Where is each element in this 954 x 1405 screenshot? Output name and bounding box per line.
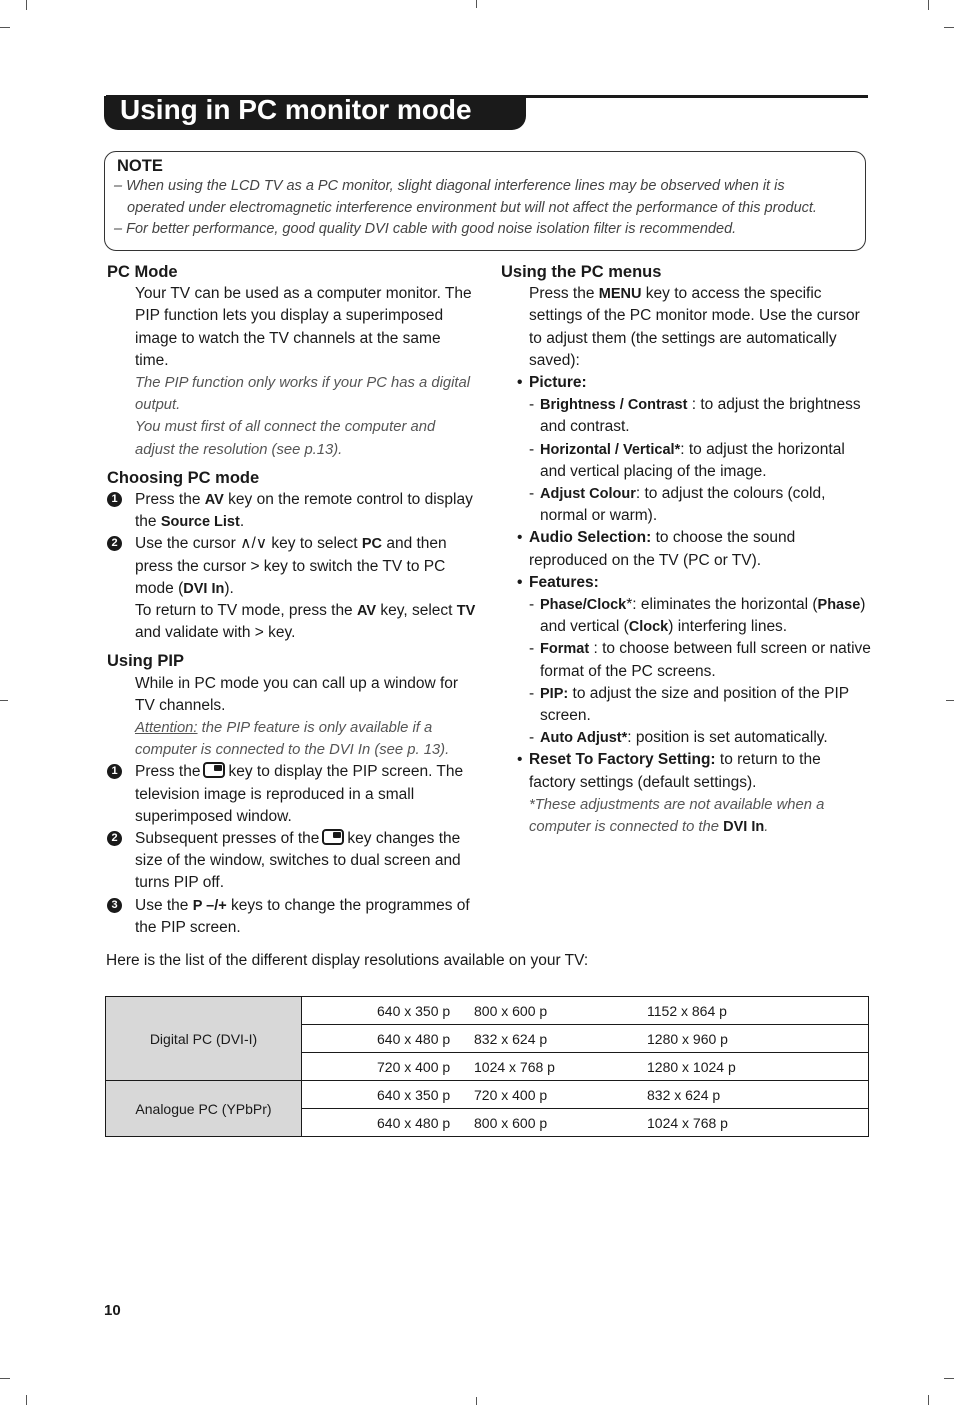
crop-mark: [476, 0, 477, 8]
colour-label: Adjust Colour: [540, 486, 636, 503]
audio-item: [501, 527, 871, 571]
crop-mark: [0, 700, 8, 701]
text: key.: [263, 624, 296, 642]
pc-label: PC: [361, 536, 383, 553]
bullet: •: [517, 751, 523, 769]
note-line-1: – When using the LCD TV as a PC monitor, slight diagonal interference lines may be observed when it is: [114, 178, 785, 194]
note-heading: NOTE: [117, 157, 163, 175]
step-number-2: 2: [107, 536, 122, 551]
table-cell: 640 x 350 p: [302, 997, 475, 1025]
cursor-up-down-icon: ∧/∨: [240, 535, 268, 553]
phase-clock-label: Phase/Clock: [540, 597, 627, 614]
table-cell: 832 x 624 p: [647, 1081, 869, 1109]
crop-mark: [26, 1395, 27, 1405]
dash: -: [529, 596, 535, 614]
attention-note: [135, 717, 477, 761]
step-number-2: 2: [107, 831, 122, 846]
page-title: Using in PC monitor mode: [120, 94, 472, 125]
return-tv-text: [135, 600, 477, 644]
table-cell: 640 x 480 p: [302, 1025, 475, 1053]
pip-key-icon: [203, 762, 225, 778]
auto-adjust-label: Auto Adjust*: [540, 730, 628, 747]
picture-item: [501, 372, 871, 394]
text: : to adjust the colours (cold, normal or warm).: [540, 485, 826, 525]
pip-step-3: [107, 895, 477, 939]
step-number-1: 1: [107, 492, 122, 507]
program-key-label: P –/+: [192, 897, 227, 914]
bullet: •: [517, 374, 523, 392]
format-label: Format: [540, 641, 590, 658]
text: : to adjust the brightness and contrast.: [540, 396, 861, 436]
text: and validate with: [135, 624, 255, 642]
text: Use the: [135, 896, 193, 914]
crop-mark: [928, 0, 929, 10]
table-cell: 640 x 480 p: [302, 1109, 475, 1137]
analogue-pc-label: Analogue PC (YPbPr): [106, 1081, 302, 1137]
menu-key-label: MENU: [598, 286, 642, 303]
text: key to switch the TV to PC mode (: [135, 557, 446, 597]
source-list-label: Source List: [160, 514, 240, 531]
choosing-step-1: [107, 489, 477, 533]
digital-pc-label: Digital PC (DVI-I): [106, 997, 302, 1081]
crop-mark: [476, 1397, 477, 1405]
text: to adjust the size and position of the PIP screen.: [540, 684, 849, 725]
colour-item: [501, 483, 871, 527]
brightness-label: Brightness / Contrast: [540, 397, 688, 414]
phase-label: Phase: [817, 597, 861, 614]
text: .: [239, 513, 245, 531]
text: To return to TV mode, press the: [135, 602, 357, 620]
pip-item: [501, 683, 871, 727]
text: : to choose between full screen or native format of the PC screens.: [540, 640, 871, 680]
brightness-item: [501, 394, 871, 438]
table-cell: 720 x 400 p: [302, 1053, 475, 1081]
pc-mode-note-2: You must first of all connect the computer and adjust the resolution (see p.13).: [135, 419, 436, 458]
note-line-3: – For better performance, good quality DVI cable with good noise isolation filter is recommended.: [114, 221, 737, 237]
reset-item: [501, 749, 871, 793]
dash: -: [529, 640, 535, 658]
text: key, select: [376, 602, 457, 620]
crop-mark: [944, 27, 954, 28]
text: key changes the size of the window, switches to dual screen and turns PIP off.: [135, 830, 461, 892]
text: keys to change the programmes of the PIP screen.: [135, 896, 470, 936]
text: to choose the sound reproduced on the TV (PC or TV).: [529, 529, 796, 569]
dvi-in-label: DVI In: [183, 580, 225, 597]
text: : position is set automatically.: [627, 729, 828, 747]
features-item: [501, 572, 871, 594]
text: Press the: [135, 763, 201, 781]
text: and then press the cursor: [135, 535, 447, 575]
pip-label: PIP:: [540, 685, 569, 702]
crop-mark: [928, 1395, 929, 1405]
left-column: [107, 261, 477, 939]
step-number-1: 1: [107, 764, 122, 779]
right-column: [501, 261, 871, 838]
text: *These adjustments are not available when a computer is connected to the: [529, 796, 825, 836]
text: ) interfering lines.: [668, 618, 788, 636]
text: Subsequent presses of the: [135, 830, 320, 848]
text: .: [764, 819, 769, 836]
table-cell: 832 x 624 p: [474, 1025, 647, 1053]
table-cell: 1024 x 768 p: [647, 1109, 869, 1137]
pip-step-2: [107, 828, 477, 895]
table-cell: 720 x 400 p: [474, 1081, 647, 1109]
bullet: •: [517, 573, 523, 591]
pc-mode-body: Your TV can be used as a computer monitor. The PIP function lets you display a superimposed image to watch the TV channels at the same time.: [135, 285, 472, 369]
cursor-right-icon: >: [250, 557, 260, 575]
using-pip-body: While in PC mode you can call up a window for TV channels.: [135, 674, 459, 714]
dvi-in-label: DVI In: [723, 819, 765, 836]
crop-mark: [0, 27, 10, 28]
pip-step-1: [107, 761, 477, 828]
pip-key-icon: [322, 829, 344, 845]
table-cell: 800 x 600 p: [474, 997, 647, 1025]
footnote: [529, 794, 871, 838]
pc-menus-heading: Using the PC menus: [501, 263, 662, 281]
table-row: [106, 997, 869, 1025]
cursor-right-icon: >: [254, 624, 264, 642]
pc-menus-intro: [529, 283, 871, 372]
hv-label: Horizontal / Vertical*: [540, 441, 681, 458]
table-cell: 1280 x 960 p: [647, 1025, 869, 1053]
attention-label: Attention:: [135, 720, 198, 737]
table-cell: 800 x 600 p: [474, 1109, 647, 1137]
dash: -: [529, 440, 535, 458]
auto-adjust-item: [501, 727, 871, 749]
crop-mark: [26, 0, 27, 10]
dash: -: [529, 396, 535, 414]
tv-label: TV: [456, 603, 476, 620]
text: ).: [224, 579, 234, 597]
phase-item: [501, 594, 871, 638]
audio-label: Audio Selection:: [529, 529, 652, 547]
text: Press the: [135, 491, 205, 509]
choosing-heading: Choosing PC mode: [107, 468, 260, 487]
text: *: [626, 596, 633, 614]
text: the PIP feature is only available if a computer is connected to the DVI In (see p. 13).: [135, 720, 450, 759]
dash: -: [529, 729, 535, 747]
av-key-label: AV: [357, 603, 377, 620]
crop-mark: [0, 1378, 10, 1379]
table-cell: 640 x 350 p: [302, 1081, 475, 1109]
bullet: •: [517, 529, 523, 547]
text: key to select: [267, 535, 362, 553]
dash: -: [529, 485, 535, 503]
hv-item: [501, 439, 871, 483]
clock-label: Clock: [628, 619, 669, 636]
text: Press the: [529, 285, 599, 303]
crop-mark: [944, 1378, 954, 1379]
page-number: 10: [104, 1302, 121, 1319]
text: : eliminates the horizontal (: [632, 596, 818, 614]
text: key to access the specific settings of the PC monitor mode. Use the cursor to adjust them (the settings are automatically saved):: [529, 285, 860, 369]
step-number-3: 3: [107, 898, 122, 913]
pc-mode-heading: PC Mode: [107, 263, 178, 281]
note-box: [104, 151, 866, 251]
resolutions-intro: Here is the list of the different display resolutions available on your TV:: [106, 952, 589, 969]
dash: -: [529, 684, 535, 702]
choosing-step-2: [107, 533, 477, 600]
resolution-table: [105, 996, 869, 1137]
title-bar: [104, 96, 526, 130]
table-cell: 1152 x 864 p: [647, 997, 869, 1025]
using-pip-heading: Using PIP: [107, 652, 185, 671]
table-cell: 1280 x 1024 p: [647, 1053, 869, 1081]
table-cell: 1024 x 768 p: [474, 1053, 647, 1081]
av-key-label: AV: [204, 492, 224, 509]
note-line-2: operated under electromagnetic interference environment but will not affect the performance of this product.: [127, 200, 817, 216]
features-label: Features:: [529, 573, 599, 591]
crop-mark: [946, 700, 954, 701]
reset-label: Reset To Factory Setting:: [529, 751, 716, 769]
text: key on the remote control to display the: [135, 491, 473, 531]
text: to return to the factory settings (default settings).: [529, 751, 821, 791]
format-item: [501, 638, 871, 682]
pc-mode-note-1: The PIP function only works if your PC has a digital output.: [135, 375, 471, 414]
text: ) and vertical (: [540, 596, 866, 636]
text: key to display the PIP screen. The television image is reproduced in a small superimposed window.: [135, 763, 464, 825]
table-row: [106, 1081, 869, 1109]
picture-label: Picture:: [529, 374, 587, 392]
text: : to adjust the horizontal and vertical placing of the image.: [540, 440, 845, 480]
text: Use the cursor: [135, 535, 241, 553]
